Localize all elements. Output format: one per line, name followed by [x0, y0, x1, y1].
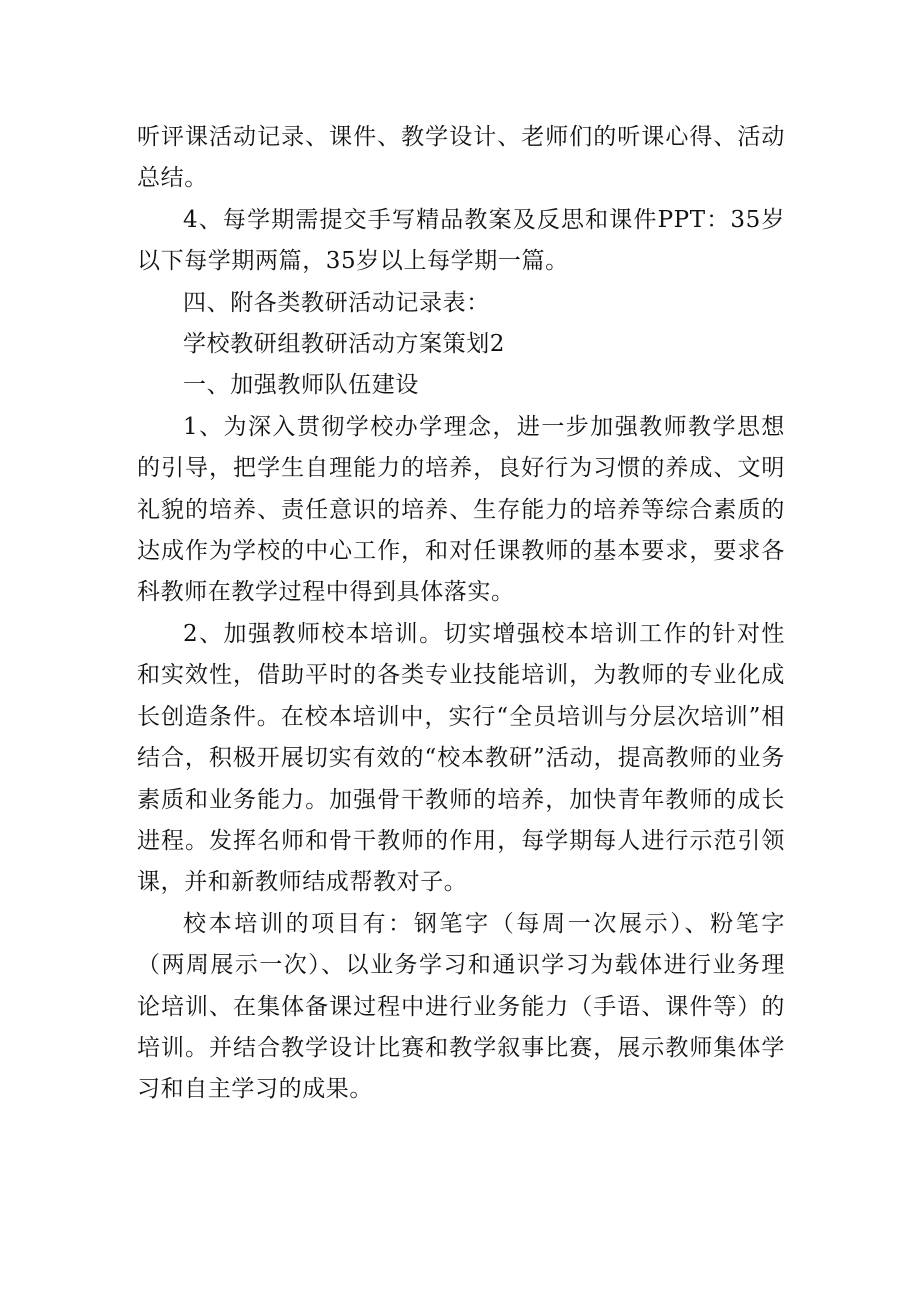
- document-subtitle: 学校教研组教研活动方案策划2: [183, 331, 506, 358]
- paragraph-section-4-heading: 四、附各类教研活动记录表：: [183, 289, 490, 316]
- paragraph-training-items: 校本培训的项目有：钢笔字（每周一次展示）、粉笔字（两周展示一次）、以业务学习和通识学习为载体进行业务理论培训、在集体备课过程中进行业务能力（手语、课件等）的培训。并结合教学设计比赛和教学叙事比赛，展示教师集体学习和自主学习的成果。: [137, 910, 785, 1103]
- paragraph-item-2: 2、加强教师校本培训。切实增强校本培训工作的针对性和实效性，借助平时的各类专业技能培训，为教师的专业化成长创造条件。在校本培训中，实行“全员培训与分层次培训”相结合，积极开展切实有效的“校本教研”活动，提高教师的业务素质和业务能力。加强骨干教师的培养，加快青年教师的成长进程。发挥名师和骨干教师的作用，每学期每人进行示范引领课，并和新教师结成帮教对子。: [137, 620, 785, 896]
- paragraph-item-4-submission: 4、每学期需提交手写精品教案及反思和课件PPT：35岁以下每学期两篇，35岁以上每学期一篇。: [137, 206, 785, 275]
- document-body: [137, 117, 785, 1111]
- section-1-heading: 一、加强教师队伍建设: [183, 372, 419, 399]
- paragraph-continuation: 听评课活动记录、课件、教学设计、老师们的听课心得、活动总结。: [137, 124, 785, 192]
- paragraph-item-1: 1、为深入贯彻学校办学理念，进一步加强教师教学思想的引导，把学生自理能力的培养，良好行为习惯的养成、文明礼貌的培养、责任意识的培养、生存能力的培养等综合素质的达成作为学校的中心工作，和对任课教师的基本要求，要求各科教师在教学过程中得到具体落实。: [137, 413, 785, 606]
